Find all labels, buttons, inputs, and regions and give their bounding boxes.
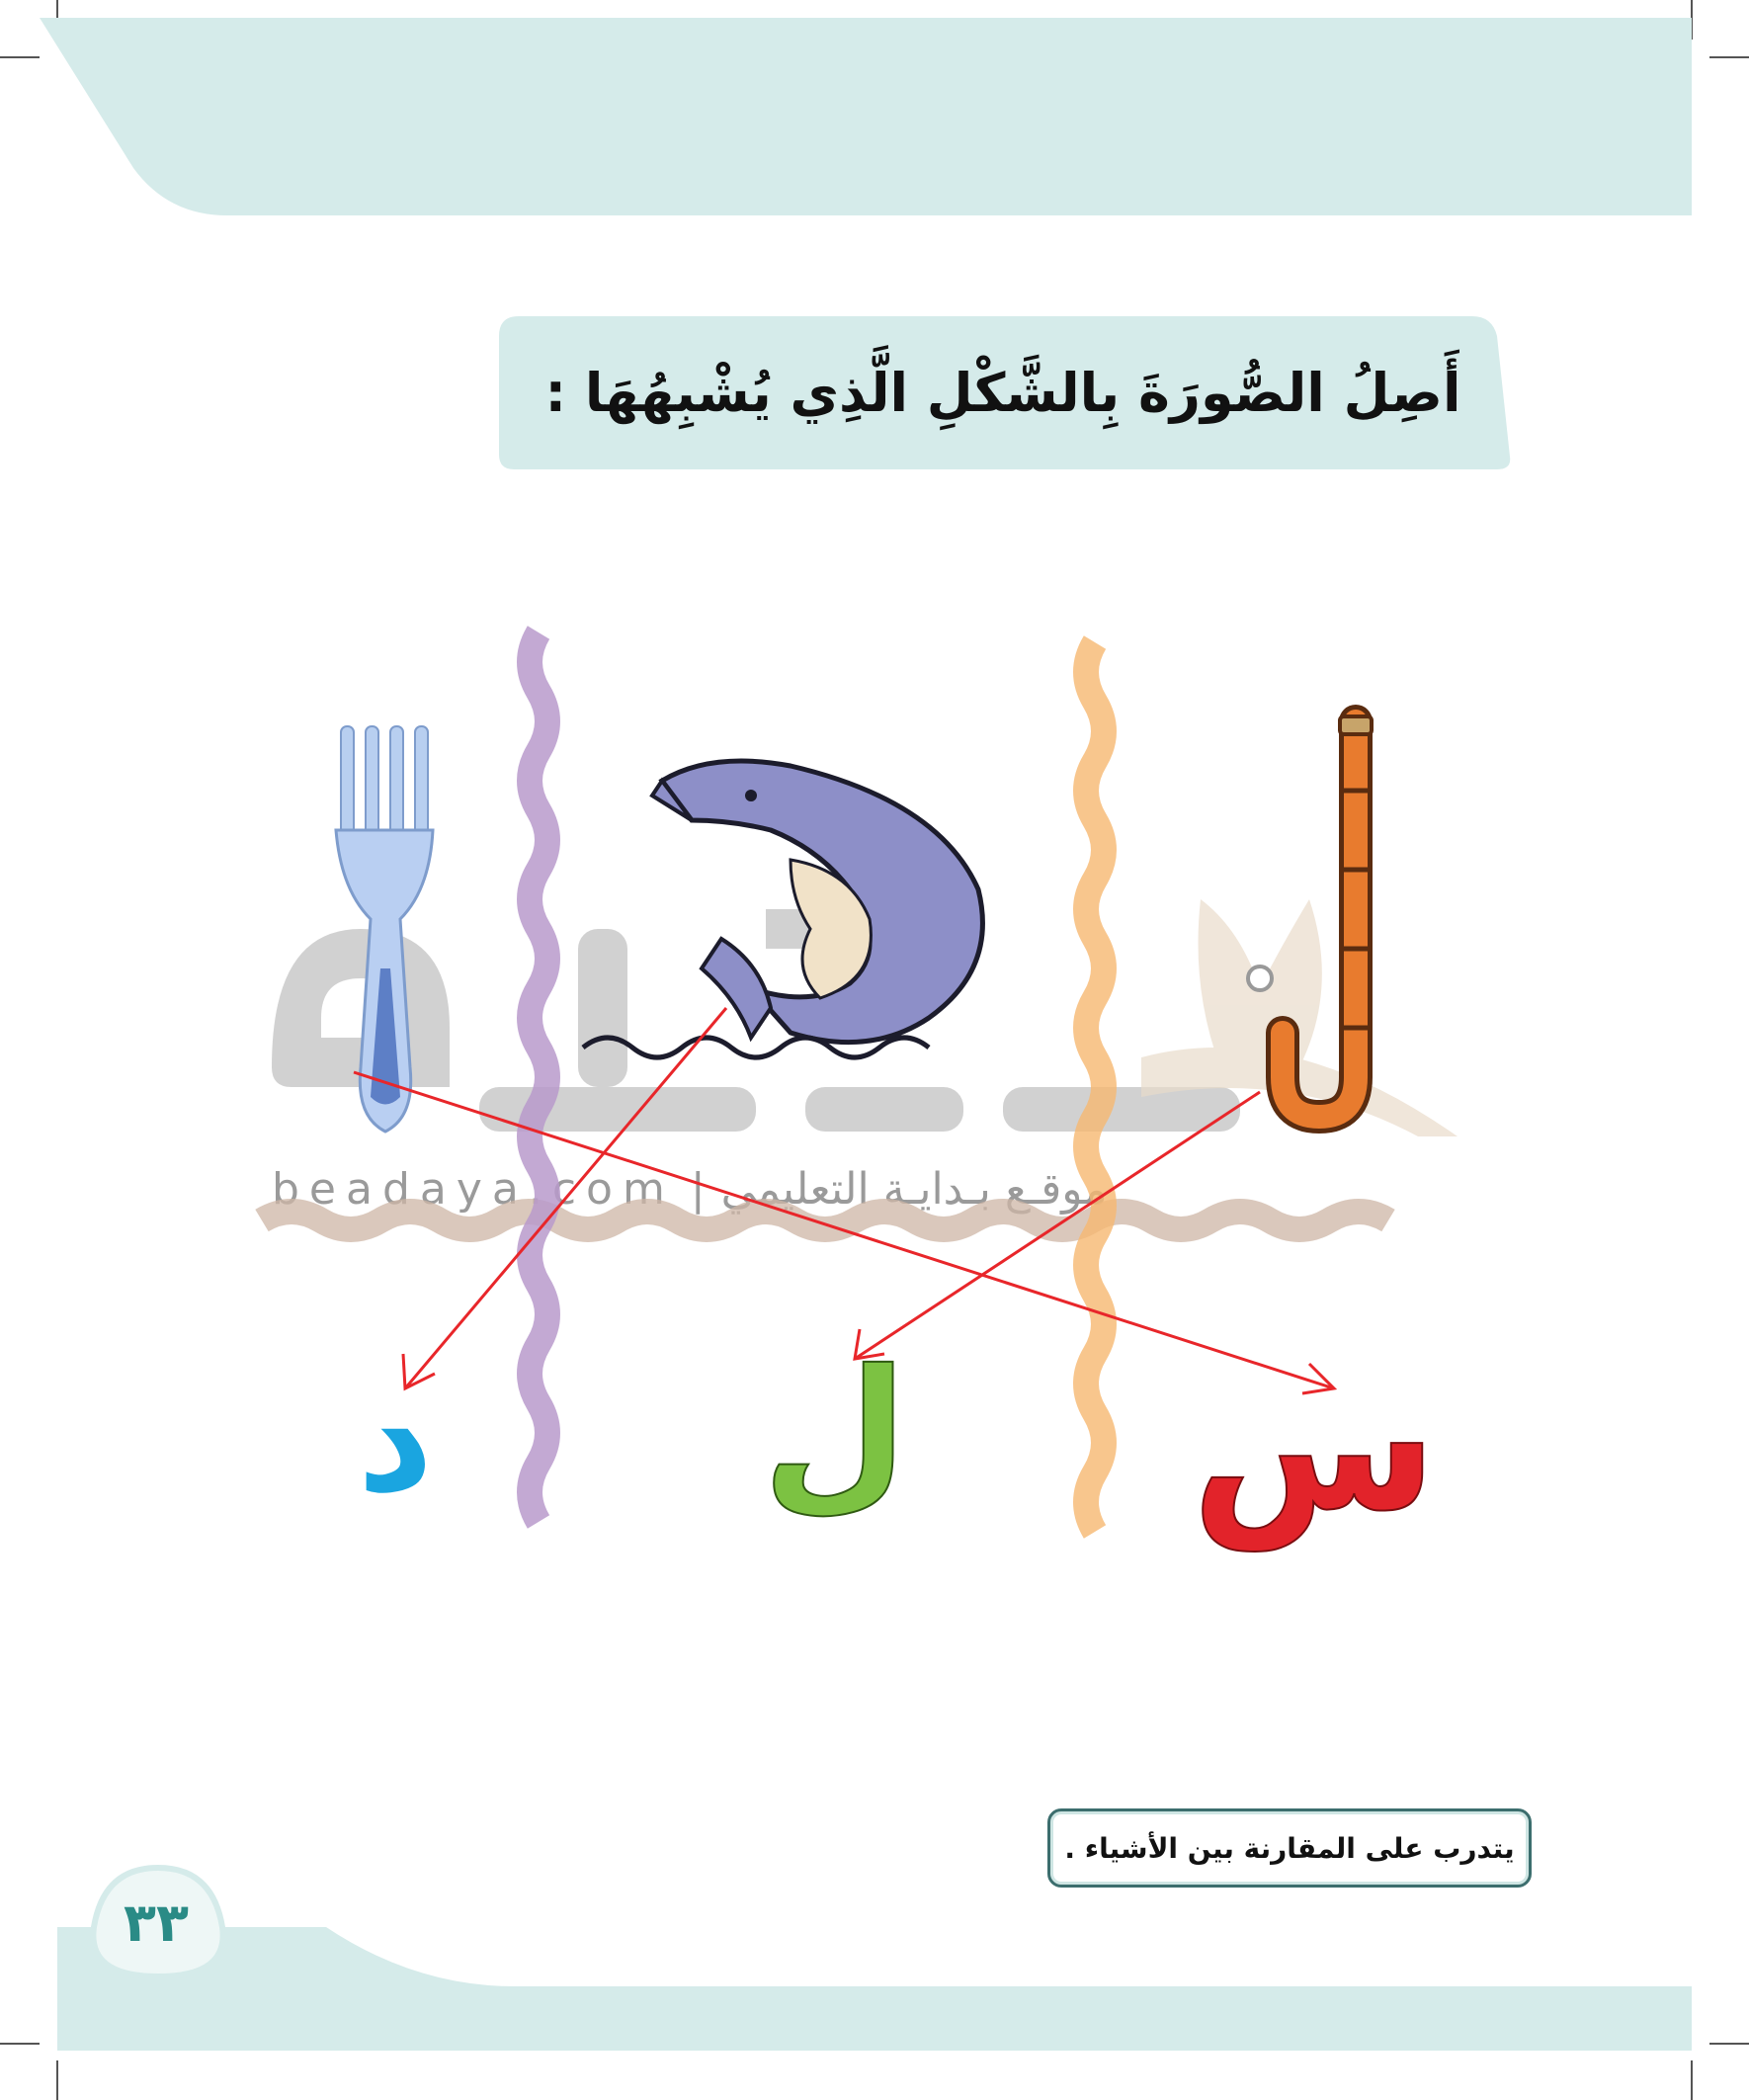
watermark-url: beadaya.com: [272, 1163, 675, 1215]
horizontal-divider: [262, 1212, 1388, 1229]
letter-dal[interactable]: د: [357, 1354, 434, 1526]
watermark-separator: |: [690, 1163, 706, 1215]
letter-lam[interactable]: ل: [762, 1334, 908, 1530]
vertical-divider-orange: [1086, 642, 1104, 1532]
letter-sin[interactable]: س: [1191, 1344, 1438, 1551]
fork-icon: [336, 726, 433, 1132]
watermark-site-name: موقـع بـدايـة التعليمي: [720, 1163, 1108, 1215]
dolphin-icon: [583, 761, 982, 1057]
answer-line-dolphin-dal: [405, 1008, 726, 1388]
exercise-instruction: أَصِلُ الصُّورَةَ بِالشَّكْلِ الَّذِي يُشْبِهُهَا :: [544, 361, 1461, 424]
page-number: ٣٣: [124, 1890, 189, 1954]
learning-objective: يتدرب على المقارنة بين الأشياء .: [1047, 1808, 1532, 1888]
vertical-divider-purple: [530, 632, 547, 1522]
cane-icon: [1283, 716, 1372, 1117]
